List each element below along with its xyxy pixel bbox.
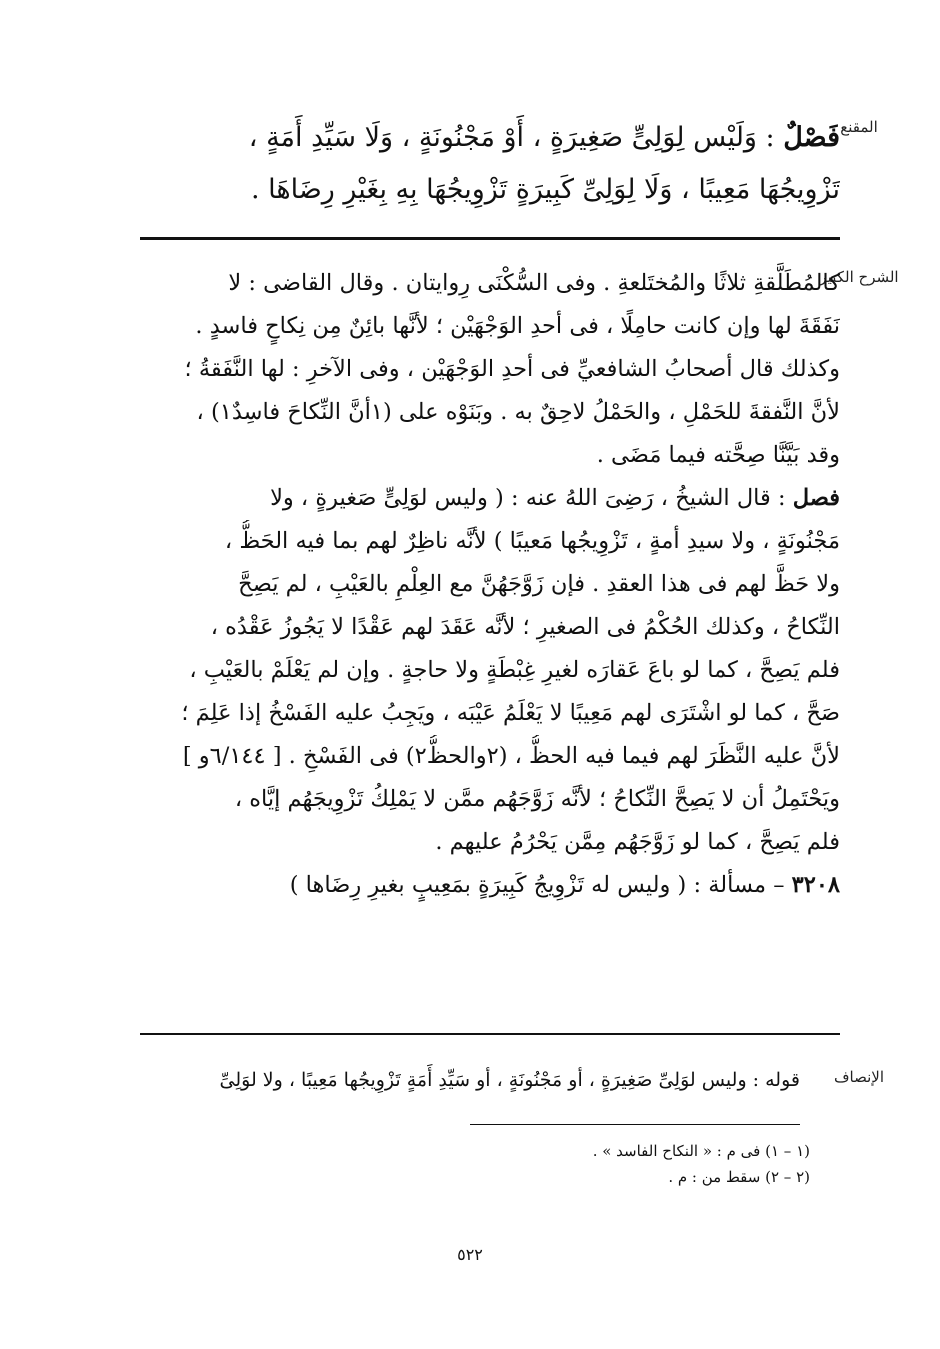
- insaf-text: قوله : وليس لوَلِىِّ صَغِيرَةٍ ، أو مَجْنُونَةٍ ، أو سَيِّدِ أَمَةٍ تَزْوِيجُها مَعِيبًا ، ولا لوَلِىِّ: [219, 1069, 800, 1091]
- fasl-line-6: صَحَّ ، كما لو اشْتَرَى لهم مَعِيبًا لا يَعْلَمُ عَيْبَه ، ويَجِبُ عليه الفَسْخُ إذا عَلِمَ ؛: [181, 700, 840, 726]
- fasl-line-5: فلم يَصِحَّ ، كما لو باعَ عَقارَه لغيرِ غِبْطَةٍ ولا حاجةٍ . وإن لم يَعْلَمْ بالعَيْبِ ،: [189, 657, 840, 683]
- muqni-text: [120, 112, 840, 216]
- insaf-label: الإنصاف: [833, 1068, 885, 1086]
- masala-text: – مسألة : ( وليس له تَزْوِيجُ كَبِيرَةٍ بمَعِيبٍ بغيرِ رِضَاها ): [289, 872, 792, 898]
- muqni-fasl-heading: فَصْلٌ: [783, 122, 840, 153]
- fasl-line-1-text: : قال الشيخُ ، رَضِىَ اللهُ عنه : ( وليس لوَلِىٍّ صَغيرةٍ ، ولا: [270, 485, 793, 511]
- masala-number: ٣٢٠٨: [791, 872, 840, 898]
- muqni-line-1: [120, 112, 840, 164]
- sharh-line-4: لأنَّ النَّفقةَ للحَمْلِ ، والحَمْلُ لاحِقٌ به . وبَنَوْه على (١أنَّ النِّكاحَ فاسِدٌ١) ،: [196, 399, 840, 425]
- fasl-line-2: مَجْنُونَةٍ ، ولا سيدِ أمةٍ ، تَزْوِيجُها مَعيبًا ) لأنَّه ناظِرٌ لهم بما فيه الحَظُّ ،: [224, 528, 840, 554]
- footnotes: [400, 1138, 810, 1190]
- sharh-line-3: وكذلك قال أصحابُ الشافعيِّ فى أحدِ الوَجْهَيْن ، وفى الآخرِ : لها النَّفَقةُ ؛: [184, 356, 840, 382]
- muqni-line-2: تَزْوِيجُهَا مَعِيبًا ، وَلَا لِوَلِىِّ كَبِيرَةٍ تَزْوِيجُهَا بِهِ بِغَيْرِ رِضَاهَا .: [250, 174, 840, 205]
- fasl-line-1: [120, 477, 840, 520]
- muqni-line-1-text: : وَلَيْس لِوَلِىٍّ صَغِيرَةٍ ، أَوْ مَجْنُونَةٍ ، وَلَا سَيِّدِ أَمَةٍ ،: [248, 122, 784, 153]
- masala-line: [120, 864, 840, 907]
- page-number: ٥٢٢: [457, 1245, 483, 1264]
- fasl-heading: فصل: [792, 485, 840, 511]
- fasl-line-4: النِّكاحُ ، وكذلك الحُكْمُ فى الصغيرِ ؛ لأنَّه عَقَدَ لهم عَقْدًا لا يَجُوزُ عَقْدُه ،: [210, 614, 840, 640]
- fasl-line-9: فلم يَصِحَّ ، كما لو زَوَّجَهُم مِمَّن يَحْرُمُ عليهم .: [435, 829, 840, 855]
- footnote-1: (١ – ١) فى م : « النكاح الفاسد » .: [592, 1142, 810, 1160]
- sharh-line-5: وقد بَيَّنَّا صِحَّته فيما مَضَى .: [596, 442, 840, 468]
- sharh-text: [120, 262, 840, 907]
- muqni-label: المقنع: [840, 118, 878, 136]
- sharh-label: الشرح الكبير: [819, 268, 899, 286]
- footnote-divider: [470, 1124, 800, 1125]
- sharh-divider: [140, 1033, 840, 1035]
- footnote-2: (٢ – ٢) سقط من : م .: [668, 1168, 810, 1186]
- fasl-line-3: ولا حَظَّ لهم فى هذا العقدِ . فإن زَوَّجَهُنَّ مع العِلْمِ بالعَيْبِ ، لم يَصِحَّ: [238, 571, 840, 597]
- fasl-line-8: ويَحْتَمِلُ أن لا يَصِحَّ النِّكاحُ ؛ لأنَّه زَوَّجَهُم ممَّن لا يَمْلِكُ تَزْوِيجَهُم إيَّاه ،: [234, 786, 840, 812]
- sharh-line-1: كالمُطَلَّقةِ ثلاثًا والمُختَلعةِ . وفى السُّكْنَى رِوايتان . وقال القاضى : لا: [228, 270, 840, 296]
- sharh-line-2: نَفَقَةَ لها وإن كانت حامِلًا ، فى أحدِ الوَجْهَيْن ؛ لأنَّها بائِنٌ مِن نِكاحٍ فاسدٍ .: [195, 313, 840, 339]
- muqni-divider: [140, 237, 840, 240]
- fasl-line-7: لأنَّ عليه النَّظَرَ لهم فيما فيه الحظُّ ، (٢والحظُّ٢) فى الفَسْخِ . [ ٦/١٤٤و ]: [182, 743, 840, 769]
